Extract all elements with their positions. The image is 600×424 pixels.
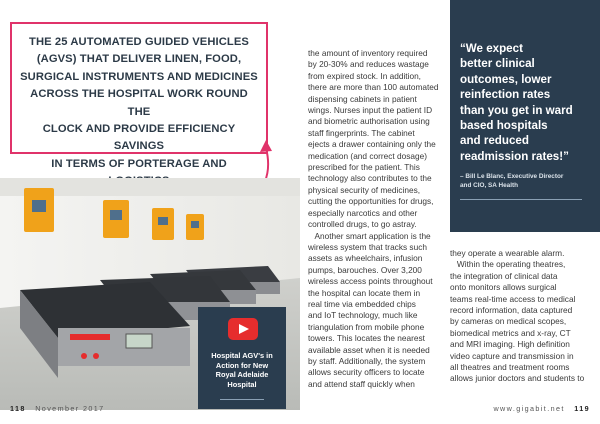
- page-number-left: 118: [10, 404, 26, 413]
- pull-quote-line: ACROSS THE HOSPITAL WORK ROUND THE: [30, 88, 248, 118]
- pull-quote-text: [20, 34, 258, 191]
- text-line: and MRI imaging. High definition: [450, 339, 570, 350]
- text-line: staff fingerprints. The cabinet: [308, 127, 415, 138]
- quote-line: and reduced: [460, 134, 529, 148]
- video-title: [202, 351, 282, 389]
- video-title-line: Action for New: [215, 360, 269, 370]
- video-card[interactable]: [198, 307, 286, 409]
- text-line: and IoT technology, much like: [308, 310, 418, 321]
- charging-station: [103, 200, 129, 238]
- text-line: assets as wheelchairs, infusion: [308, 253, 423, 264]
- text-line: biomedical metrics and x-ray, CT: [450, 327, 571, 338]
- text-line: technology also contributes to the: [308, 173, 432, 184]
- text-line: ejects a drawer containing only the: [308, 139, 436, 150]
- video-title-line: Royal Adelaide: [215, 370, 269, 380]
- text-line: from expired stock. In addition,: [308, 70, 421, 81]
- text-line: prescribed for the patient. This: [308, 162, 420, 173]
- pull-quote-line: CLOCK AND PROVIDE EFFICIENCY SAVINGS: [42, 123, 236, 153]
- text-line: especially narcotics and other: [308, 207, 418, 218]
- text-line: available asset when it is needed: [308, 344, 430, 355]
- quote-line: outcomes, lower: [460, 72, 552, 86]
- site-url[interactable]: www.gigabit.net: [493, 404, 565, 413]
- quote-text: [460, 41, 594, 164]
- text-line: pumps, barouches. Over 3,200: [308, 264, 422, 275]
- text-line: teams real-time access to medical: [450, 293, 576, 304]
- charging-station: [152, 208, 174, 240]
- quote-line: readmission rates!”: [460, 149, 569, 163]
- text-line: towers. This locates the nearest: [308, 333, 425, 344]
- text-line: there are more than 100 automated: [308, 82, 439, 93]
- quote-line: better clinical: [460, 57, 535, 71]
- issue-date: November 2017: [35, 404, 105, 413]
- text-line: physical security of medicines,: [308, 184, 421, 195]
- text-line: all theatres and treatment rooms: [450, 362, 570, 373]
- text-line: allows security officers to locate: [308, 367, 425, 378]
- text-line: Within the operating theatres,: [450, 259, 566, 270]
- text-line: dispensing cabinets in patient: [308, 93, 417, 104]
- text-line: and biometric authorisation using: [308, 116, 430, 127]
- text-line: the hospital can locate them in: [308, 287, 421, 298]
- video-title-line: Hospital AGV's in: [211, 351, 273, 360]
- pull-quote-line: THE 25 AUTOMATED GUIDED VEHICLES: [29, 36, 249, 48]
- video-title-line: Hospital: [227, 379, 257, 389]
- text-line: and attend staff quickly when: [308, 378, 415, 389]
- text-line: wireless system that tracks such: [308, 241, 427, 252]
- text-line: wireless access points throughout: [308, 276, 433, 287]
- text-line: cutting the opportunities for drugs,: [308, 196, 434, 207]
- pull-quote-line: SURGICAL INSTRUMENTS AND MEDICINES: [20, 70, 258, 83]
- play-icon[interactable]: [228, 318, 258, 340]
- quote-panel: [450, 0, 600, 232]
- page-number-right: 119: [574, 404, 590, 413]
- quote-line: reinfection rates: [460, 88, 551, 102]
- charging-station: [186, 214, 204, 240]
- text-line: medication (and correct dosage): [308, 150, 427, 161]
- text-line: by 20-30% and reduces wastage: [308, 59, 429, 70]
- text-line: allows junior doctors and students to: [450, 373, 585, 384]
- text-line: Another smart application is the: [308, 230, 431, 241]
- text-line: onto monitors allows surgical: [450, 282, 557, 293]
- text-line: by staff. Additionally, the system: [308, 355, 426, 366]
- charging-station: [24, 188, 54, 232]
- footer-left: [10, 404, 105, 413]
- text-line: by cameras on medical scopes,: [450, 316, 567, 327]
- quote-line: “We expect: [460, 42, 523, 55]
- attribution-line: and CIO, SA Health: [460, 182, 518, 189]
- footer-right: [493, 404, 590, 413]
- quote-line: than you get in ward: [460, 103, 573, 117]
- pull-quote-line: (AGVS) THAT DELIVER LINEN, FOOD,: [36, 53, 242, 66]
- text-line: the integration of clinical data: [450, 270, 558, 281]
- text-line: wings. Nurses input the patient ID: [308, 105, 433, 116]
- body-column-1: [308, 48, 443, 390]
- text-line: triangulation from mobile phone: [308, 321, 425, 332]
- text-line: controlled drugs, to go astray.: [308, 219, 417, 230]
- text-line: the amount of inventory required: [308, 48, 428, 58]
- quote-line: based hospitals: [460, 119, 548, 133]
- divider: [460, 199, 582, 200]
- pull-quote-line: IN TERMS OF PORTERAGE AND: [51, 157, 227, 170]
- text-line: record information, data captured: [450, 305, 573, 316]
- text-line: video capture and transmission in: [450, 350, 574, 361]
- body-column-2: [450, 248, 590, 385]
- quote-attribution: [460, 172, 594, 190]
- divider: [220, 399, 264, 400]
- text-line: they operate a wearable alarm.: [450, 248, 565, 258]
- text-line: real time via embedded chips: [308, 298, 416, 309]
- attribution-line: – Bill Le Blanc, Executive Director: [460, 173, 564, 180]
